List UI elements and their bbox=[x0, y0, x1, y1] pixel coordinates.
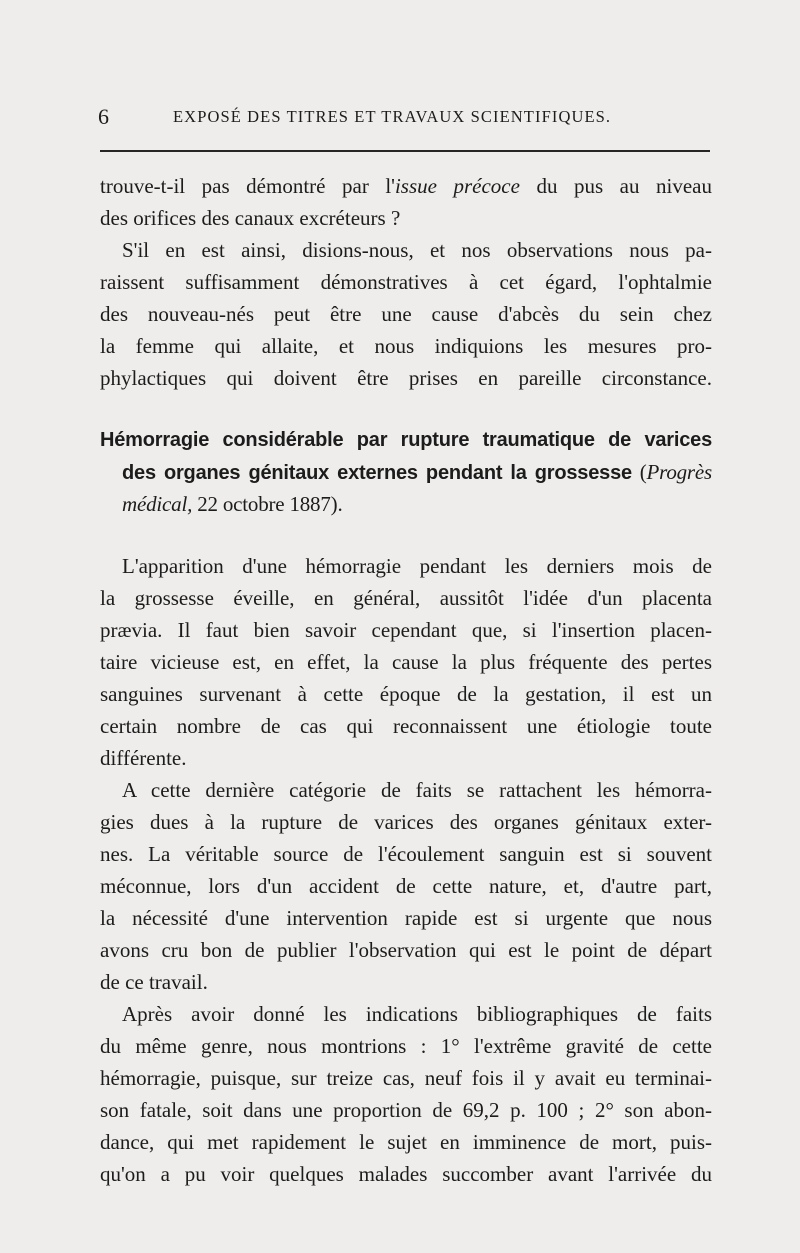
text-line: la grossesse éveille, en général, aussitôt l'idée d'un placenta bbox=[100, 586, 712, 610]
text-line: son fatale, soit dans une proportion de 69,2 p. 100 ; 2° son abon- bbox=[100, 1098, 712, 1122]
text-line: S'il en est ainsi, disions-nous, et nos observations nous pa- bbox=[122, 238, 712, 262]
page-number: 6 bbox=[98, 104, 109, 129]
text-line: A cette dernière catégorie de faits se rattachent les hémorra- bbox=[122, 778, 712, 802]
text-line: Après avoir donné les indications bibliographiques de faits bbox=[122, 1002, 712, 1026]
text-line: L'apparition d'une hémorragie pendant les derniers mois de bbox=[122, 554, 712, 578]
text-line: la nécessité d'une intervention rapide est si urgente que nous bbox=[100, 906, 712, 930]
italic-emphasis: issue précoce bbox=[394, 174, 520, 198]
heading-line bbox=[100, 488, 712, 520]
header-rule bbox=[100, 150, 710, 152]
running-head bbox=[98, 104, 710, 130]
text-line: méconnue, lors d'un accident de cette nature, et, d'autre part, bbox=[100, 874, 712, 898]
text-line: du même genre, nous montrions : 1° l'extrême gravité de cette bbox=[100, 1034, 712, 1058]
section-heading bbox=[100, 424, 712, 520]
paragraph-2 bbox=[100, 234, 712, 394]
text-line: hémorragie, puisque, sur treize cas, neuf fois il y avait eu terminai- bbox=[100, 1066, 712, 1090]
text-line: des nouveau-nés peut être une cause d'abcès du sein chez bbox=[100, 302, 712, 326]
citation-journal: médical, bbox=[122, 492, 193, 516]
text-line: de ce travail. bbox=[100, 970, 208, 994]
text-line: la femme qui allaite, et nous indiquions les mesures pro- bbox=[100, 334, 712, 358]
text-line: raissent suffisamment démonstratives à cet égard, l'ophtalmie bbox=[100, 270, 712, 294]
text-line: taire vicieuse est, en effet, la cause la plus fréquente des pertes bbox=[100, 650, 712, 674]
text-line: certain nombre de cas qui reconnaissent une étiologie toute bbox=[100, 714, 712, 738]
running-title: EXPOSÉ DES TITRES ET TRAVAUX SCIENTIFIQUES. bbox=[173, 107, 612, 126]
paragraph-4 bbox=[100, 774, 712, 998]
paragraph-1 bbox=[100, 170, 712, 234]
body-text bbox=[100, 170, 712, 1190]
paragraph-3 bbox=[100, 550, 712, 774]
heading-line: Hémorragie considérable par rupture traumatique de varices bbox=[100, 429, 712, 451]
text-line: avons cru bon de publier l'observation qui est le point de départ bbox=[100, 938, 712, 962]
citation-date: 22 octobre 1887). bbox=[192, 492, 343, 516]
text-line: phylactiques qui doivent être prises en pareille circonstance. bbox=[100, 366, 712, 390]
text-line: différente. bbox=[100, 746, 187, 770]
paragraph-5 bbox=[100, 998, 712, 1190]
text-line: nes. La véritable source de l'écoulement sanguin est si souvent bbox=[100, 842, 712, 866]
text-line: dance, qui met rapidement le sujet en imminence de mort, puis- bbox=[100, 1130, 712, 1154]
text-line: sanguines survenant à cette époque de la gestation, il est un bbox=[100, 682, 712, 706]
text-line: prævia. Il faut bien savoir cependant que, si l'insertion placen- bbox=[100, 618, 712, 642]
text-line: qu'on a pu voir quelques malades succomber avant l'arrivée du bbox=[100, 1162, 712, 1186]
text-line: trouve-t-il pas démontré par l'issue précoce du pus au niveau bbox=[100, 174, 712, 198]
text-line: gies dues à la rupture de varices des organes génitaux exter- bbox=[100, 810, 712, 834]
heading-line: des organes génitaux externes pendant la grossesse (Progrès bbox=[122, 460, 712, 484]
citation-journal: Progrès bbox=[646, 460, 712, 484]
text-line: des orifices des canaux excréteurs ? bbox=[100, 206, 401, 230]
